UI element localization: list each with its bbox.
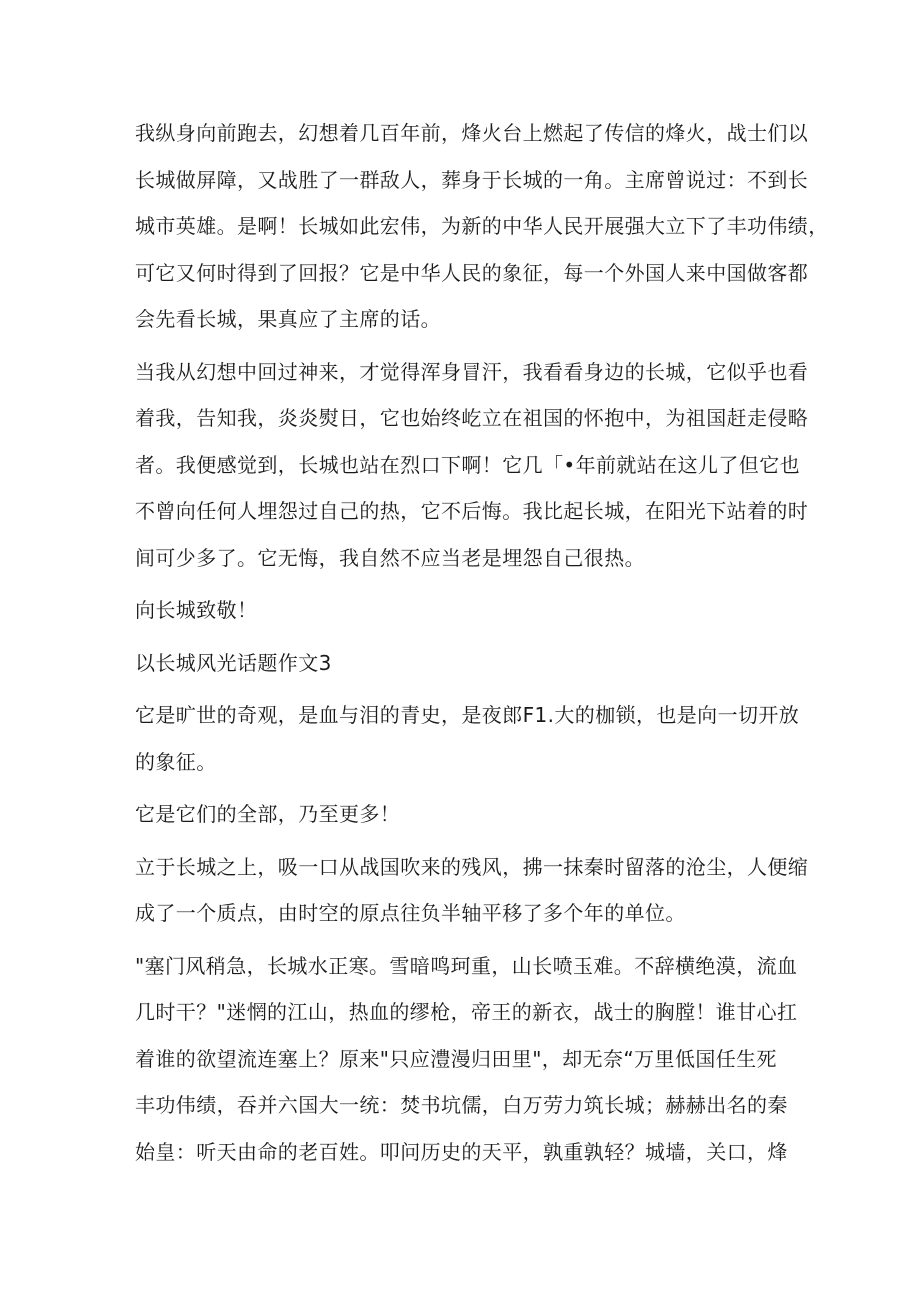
text-line: 会先看长城，果真应了主席的话。 — [135, 307, 441, 331]
paragraph-3 — [135, 587, 795, 634]
text-line: 它是它们的全部，乃至更多！ — [135, 802, 401, 826]
text-line: 长城做屏障，又战胜了一群敌人，葬身于长城的一角。主席曾说过：不到长 — [135, 167, 809, 192]
text-line: "塞门风稍急，长城水正寒。雪暗鸣珂重，山长喷玉难。不辞横绝漠，流血 — [135, 953, 798, 978]
text-line: 的象征。 — [135, 749, 217, 774]
text-line: 着谁的欲望流连塞上？原来"只应澧漫归田里"，却无奈“万里低国任生死 — [135, 1046, 777, 1071]
text-line: 者。我便感觉到，长城也站在烈口下啊！它几「•年前就站在这儿了但它也 — [135, 452, 800, 477]
text-line: 几时干？"迷惘的江山，热血的缪枪，帝王的新衣，战士的胸膛！谁甘心扛 — [135, 1000, 798, 1024]
text-line: 间可少多了。它无悔，我自然不应当老是埋怨自己很热。 — [135, 545, 645, 570]
paragraph-2 — [135, 349, 809, 582]
text-line: 向长城致敬！ — [135, 598, 258, 622]
section-heading — [135, 640, 795, 687]
text-line: 成了一个质点，由时空的原点往负半轴平移了多个年的单位。 — [135, 901, 686, 925]
text-line: 它是旷世的奇观，是血与泪的青史，是夜郎F1.大的枷锁，也是向一切开放 — [135, 703, 800, 727]
document-body — [135, 110, 829, 1181]
text-line: 始皇：听天由命的老百姓。叩问历史的天平，孰重孰轻？城墙，关口，烽 — [135, 1139, 788, 1164]
text-line: 着我，告知我，炎炎熨日，它也始终屹立在祖国的怀抱中，为祖国赶走侵略 — [135, 406, 809, 430]
paragraph-7 — [135, 844, 809, 937]
text-line: 立于长城之上，吸一口从战国吹来的残风，拂一抹秦时留落的沧尘，人便缩 — [135, 854, 809, 879]
text-line: 不曾向任何人埋怨过自己的热，它不后悔。我比起长城，在阳光下站着的时 — [135, 499, 809, 523]
text-line: 当我从幻想中回过神来，才觉得浑身冒汗，我看看身边的长城，它似乎也看 — [135, 359, 809, 384]
paragraph-6 — [135, 791, 795, 838]
paragraph-8 — [135, 943, 798, 1176]
paragraph-1 — [135, 110, 829, 343]
paragraph-5 — [135, 692, 800, 785]
text-line: 以长城风光话题作文3 — [135, 650, 332, 675]
text-line: 我纵身向前跑去，幻想着几百年前，烽火台上燃起了传信的烽火，战士们以 — [135, 121, 809, 145]
text-line: 城市英雄。是啊！长城如此宏伟，为新的中华人民开展强大立下了丰功伟绩， — [135, 214, 829, 238]
text-line: 可它又何时得到了回报？它是中华人民的象征，每一个外国人来中国做客都 — [135, 260, 809, 285]
text-line: 丰功伟绩，吞并六国大一统：焚书坑儒，白万劳力筑长城；赫赫出名的秦 — [135, 1093, 788, 1117]
